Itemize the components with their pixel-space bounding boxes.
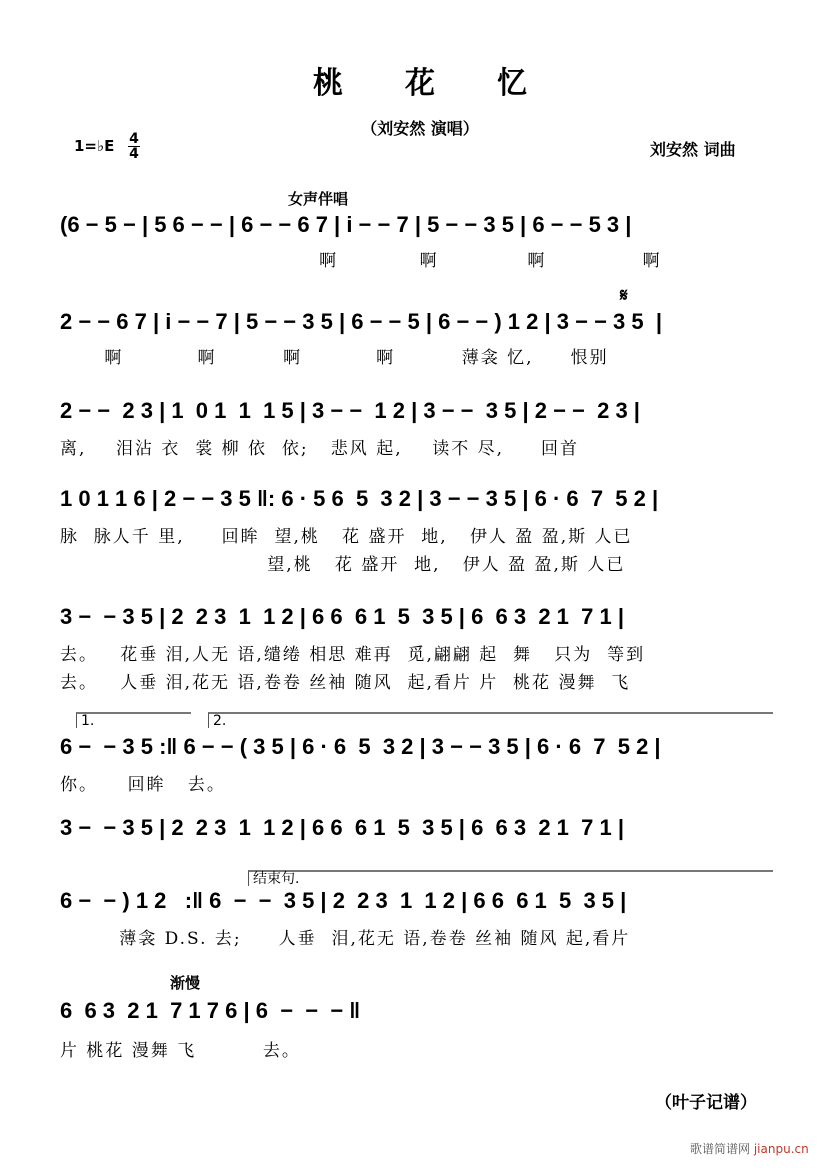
notation-line: 3 − − 3 5 | 2 2 3 1 1 2 | 6 6 6 1 5 3 5 | 6 6 3 2 1 7 1 | (60, 815, 624, 840)
volta-first-ending: 1. (76, 712, 191, 728)
lyrics-line-verse-2: 望,桃 花 盛开 地, 伊人 盈 盈,斯 人已 (60, 555, 626, 575)
notation-line: 3 − − 3 5 | 2 2 3 1 1 2 | 6 6 6 1 5 3 5 | 6 6 3 2 1 7 1 | (60, 604, 624, 629)
time-signature-bottom: 4 (129, 146, 139, 162)
performer-subtitle: （刘安然 演唱） (361, 119, 479, 138)
lyrics-line-verse-1: 去。 花垂 泪,人无 语,缱绻 相思 难再 觅,翩翩 起 舞 只为 等到 (60, 645, 646, 665)
transcriber-credit: （叶子记谱） (655, 1093, 757, 1113)
notation-line: 6 − − ) 1 2 :‖ 6 − − 3 5 | 2 2 3 1 1 2 | 6 6 6 1 5 3 5 | (60, 888, 627, 913)
lyrics-line: 啊 啊 啊 啊 薄衾 忆, 恨别 (60, 348, 609, 368)
annotation-female-chorus: 女声伴唱 (288, 190, 349, 208)
notation-line: (6 − 5 − | 5 6 − − | 6 − − 6 7 | i − − 7 | 5 − − 3 5 | 6 − − 5 3 | (60, 212, 632, 237)
lyrics-line: 啊 啊 啊 啊 (60, 251, 662, 271)
lyrics-line-verse-1: 脉 脉人千 里, 回眸 望,桃 花 盛开 地, 伊人 盈 盈,斯 人已 (60, 527, 633, 547)
notation-line: 2 − − 2 3 | 1 0 1 1 1 5 | 3 − − 1 2 | 3 − − 3 5 | 2 − − 2 3 | (60, 398, 640, 423)
watermark-text: 歌谱简谱网 (690, 1142, 751, 1156)
annotation-ritardando: 渐慢 (170, 974, 201, 992)
segno-icon: 𝄋 (620, 285, 628, 306)
volta-second-ending: 2. (208, 712, 773, 728)
lyrics-line: 你。 回眸 去。 (60, 775, 226, 795)
notation-line: 2 − − 6 7 | i − − 7 | 5 − − 3 5 | 6 − − 5 | 6 − − ) 1 2 | 3 − − 3 5 | (60, 309, 663, 334)
lyrics-line: 片 桃花 漫舞 飞 去。 (60, 1041, 301, 1061)
volta-ending-phrase: 结束句. (248, 870, 773, 886)
key-signature: 1=♭E (74, 137, 115, 155)
notation-line: 6 6 3 2 1 7 1 7 6 | 6 − − − ‖ (60, 998, 361, 1023)
lyrics-line: 离, 泪沾 衣 裳 柳 依 依; 悲风 起, 读不 尽, 回首 (60, 439, 580, 459)
song-title: 桃花忆 (313, 66, 589, 101)
time-signature (128, 132, 140, 161)
composer-credit: 刘安然 词曲 (650, 140, 736, 159)
notation-line: 1 0 1 1 6 | 2 − − 3 5 ‖: 6 · 5 6 5 3 2 | 3 − − 3 5 | 6 · 6 7 5 2 | (60, 486, 659, 511)
watermark-site: jianpu.cn (753, 1142, 809, 1156)
lyrics-line-verse-2: 去。 人垂 泪,花无 语,卷卷 丝袖 随风 起,看片 片 桃花 漫舞 飞 (60, 673, 631, 693)
notation-line: 6 − − 3 5 :‖ 6 − − ( 3 5 | 6 · 6 5 3 2 | 3 − − 3 5 | 6 · 6 7 5 2 | (60, 734, 661, 759)
time-signature-top: 4 (129, 131, 139, 147)
watermark (690, 1140, 809, 1157)
lyrics-line: 薄衾 D.S. 去; 人垂 泪,花无 语,卷卷 丝袖 随风 起,看片 (60, 929, 631, 949)
